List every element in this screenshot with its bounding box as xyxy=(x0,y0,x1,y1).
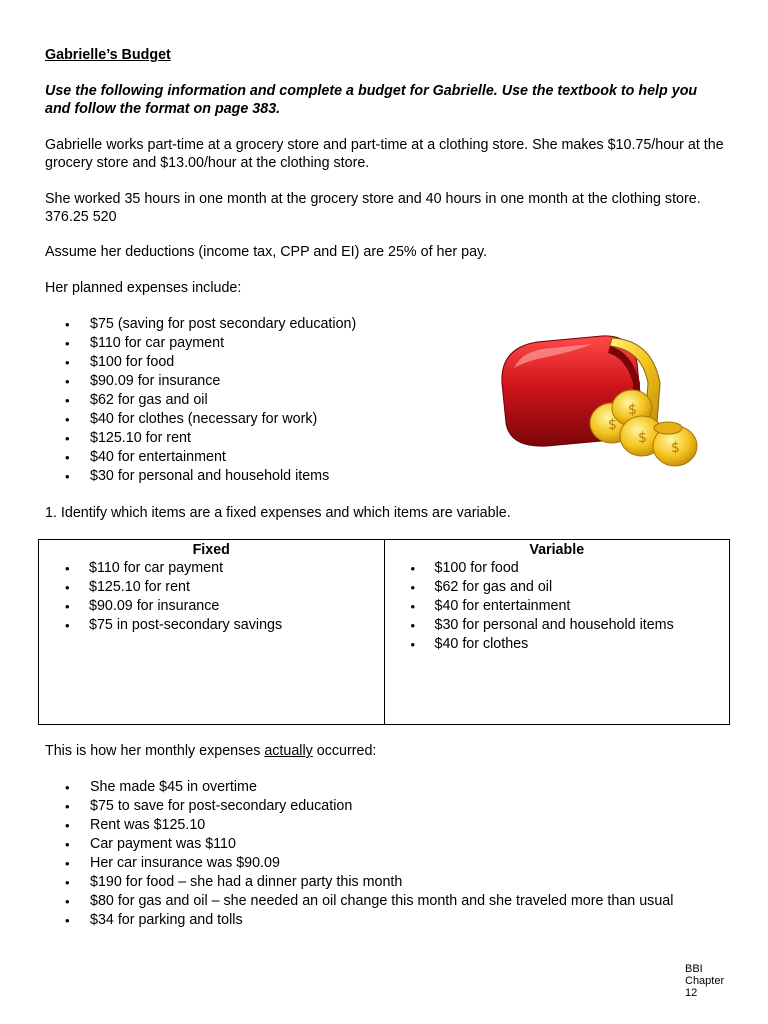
list-item: • $75 (saving for post secondary education) xyxy=(45,315,356,334)
actual-expenses-intro xyxy=(45,742,725,760)
list-item: • $90.09 for insurance xyxy=(39,597,384,616)
list-item: • Rent was $125.10 xyxy=(45,816,673,835)
page-title: Gabrielle’s Budget xyxy=(45,47,171,63)
list-item: • $80 for gas and oil – she needed an oil change this month and she traveled more than usual xyxy=(45,892,673,911)
svg-text:$: $ xyxy=(638,430,647,446)
list-item: • $125.10 for rent xyxy=(39,578,384,597)
deductions-paragraph: Assume her deductions (income tax, CPP and EI) are 25% of her pay. xyxy=(45,244,488,260)
list-item: • $30 for personal and household items xyxy=(385,616,730,635)
list-item: • She made $45 in overtime xyxy=(45,778,673,797)
list-item: • $62 for gas and oil xyxy=(385,578,730,597)
purse-with-coins-image xyxy=(492,328,702,473)
list-item: • Her car insurance was $90.09 xyxy=(45,854,673,873)
list-item: • $40 for clothes (necessary for work) xyxy=(45,410,356,429)
list-item: • $110 for car payment xyxy=(45,334,356,353)
intro-paragraph: Gabrielle works part-time at a grocery store and part-time at a clothing store. She makes $10.75/hour at the grocery store and $13.00/hour at the clothing store. xyxy=(45,137,724,171)
actual-intro-emphasis: actually xyxy=(264,743,313,759)
list-item: • $62 for gas and oil xyxy=(45,391,356,410)
hours-paragraph: She worked 35 hours in one month at the grocery store and 40 hours in one month at the clothing store. 376.25 520 xyxy=(45,191,701,225)
list-item: • $100 for food xyxy=(385,559,730,578)
instructions: Use the following information and complete a budget for Gabrielle. Use the textbook to help you and follow the format on page 383. xyxy=(45,83,698,117)
variable-list xyxy=(385,559,730,654)
list-item: • $40 for clothes xyxy=(385,635,730,654)
actual-intro-text-end: occurred: xyxy=(312,743,377,759)
fixed-header: Fixed xyxy=(192,542,230,558)
variable-column xyxy=(384,540,730,724)
list-item: • Car payment was $110 xyxy=(45,835,673,854)
svg-text:$: $ xyxy=(671,440,680,456)
expense-classification-table xyxy=(38,539,730,725)
fixed-list xyxy=(39,559,384,635)
list-item: • $34 for parking and tolls xyxy=(45,911,673,930)
footer-label: BBI Chapter 12 xyxy=(685,963,725,999)
list-item: • $190 for food – she had a dinner party this month xyxy=(45,873,673,892)
svg-text:$: $ xyxy=(608,417,617,433)
list-item: • $125.10 for rent xyxy=(45,429,356,448)
list-item: • $90.09 for insurance xyxy=(45,372,356,391)
list-item: • $75 to save for post-secondary education xyxy=(45,797,673,816)
svg-text:$: $ xyxy=(628,402,637,418)
variable-header: Variable xyxy=(529,542,585,558)
list-item: • $100 for food xyxy=(45,353,356,372)
list-item: • $110 for car payment xyxy=(39,559,384,578)
list-item: • $75 in post-secondary savings xyxy=(39,616,384,635)
planned-expenses-list xyxy=(45,315,356,486)
actual-expenses-list xyxy=(45,778,673,930)
actual-intro-text: This is how her monthly expenses xyxy=(45,743,265,759)
list-item: • $40 for entertainment xyxy=(385,597,730,616)
planned-heading: Her planned expenses include: xyxy=(45,280,242,296)
list-item: • $30 for personal and household items xyxy=(45,467,356,486)
list-item: • $40 for entertainment xyxy=(45,448,356,467)
fixed-column xyxy=(39,540,384,724)
question-1: 1. Identify which items are a fixed expenses and which items are variable. xyxy=(45,505,511,521)
